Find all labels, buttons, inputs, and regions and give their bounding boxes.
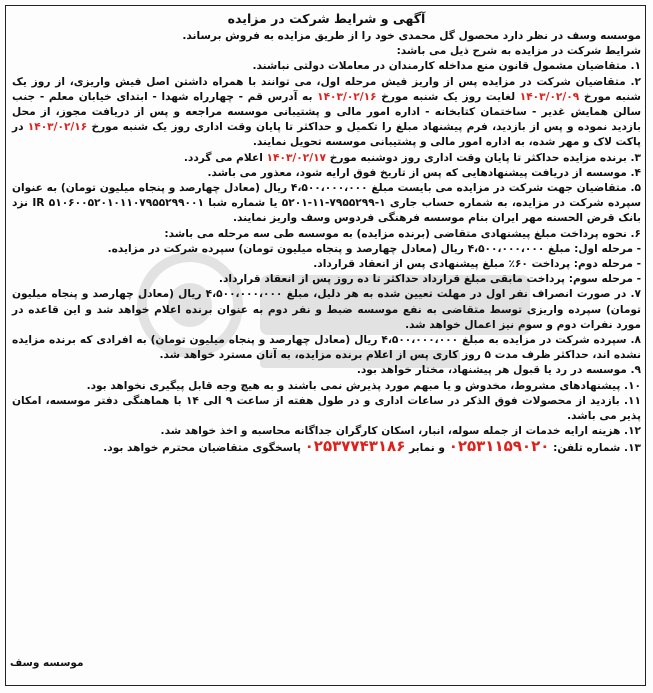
term-13 [12,439,641,456]
fax-number: ۰۲۵۳۷۷۴۳۱۸۶ [304,437,406,456]
phone-number: ۰۲۵۳۱۱۵۹۰۲۰ [448,437,550,456]
term-3-text-b: اعلام می گردد. [183,151,263,164]
stage-bullet: - [636,258,641,271]
term-13-text-b: و نمابر [409,442,445,455]
term-3 [12,151,641,166]
term-9: ۹. موسسه در رد یا قبول هر پیشنهاد، مختار خواهد بود. [356,364,641,377]
term-2-text-d: در پاکت لاک و مهر شده، به اداره امور مالی و پشتیبانی موسسه تحویل نمایند. [12,121,641,149]
signature: موسسه وسف [10,657,84,669]
term-2-date-1: ۱۴۰۳/۰۲/۰۹ [519,90,580,103]
notice-content [12,10,641,457]
stage-bullet: - [636,273,641,286]
term-2-date-3: ۱۴۰۳/۰۲/۱۶ [27,121,88,134]
term-3-text-a: ۳. برنده مزایده حداکثر تا پایان وقت اداری روز دوشنبه مورخ [329,151,641,164]
term-2-text-c: به آدرس قم - چهارراه شهدا - ابتدای خیابان معلم - جنب سالن همایش غدیر - ساختمان کتابخانه - اداره امور مالی و پشتیبانی موسسه مراجعه و پس از دریافت مجوز، از محل بازدید نموده و پس از بازدید، فرم پیشنهاد مبلغ را تکمیل و حداکثر تا پایان وقت اداری روز یک شنبه مورخ [12,90,641,134]
term-8: ۸. سپرده شرکت در مزایده به مبلغ ۴،۵۰۰،۰۰۰،۰۰۰ ریال (معادل چهارصد و پنجاه میلیون تومان) به افرادی که برنده مزایده نشده اند، حداکثر ظرف مدت ۵ روز کاری پس از اعلام برنده مزایده، به آنان مسترد خواهد شد. [12,334,641,362]
term-3-date: ۱۴۰۳/۰۲/۱۷ [266,151,327,164]
term-10: ۱۰. پیشنهادهای مشروط، مخدوش و یا مبهم مورد پذیرش نمی باشند و به هیچ وجه قابل پیگیری نخواهد بود. [86,379,641,392]
term-11: ۱۱. بازدید از محصولات فوق الذکر در ساعات اداری و در طول هفته از ساعت ۹ الی ۱۴ با هماهنگی دفتر موسسه، امکان پذیر می باشد. [12,394,641,423]
stage-1-text: مرحله اول: مبلغ ۴،۵۰۰،۰۰۰،۰۰۰ ریال (معادل چهارصد و پنجاه میلیون تومان) سپرده شرکت در مزایده. [107,242,633,255]
notice-title: آگهی و شرایط شرکت در مزایده [227,11,426,26]
payment-stage-1 [12,242,641,257]
stage-3-text: مرحله سوم: پرداخت مابقی مبلغ قرارداد حداکثر تا ده روز پس از انعقاد قرارداد. [218,273,633,286]
term-4: ۴. موسسه از دریافت پیشنهادهایی که پس از تاریخ فوق ارایه شود، معذور می باشد. [207,166,641,179]
term-6: ۶. نحوه پرداخت مبلغ پیشنهادی متقاضی (برنده مزایده) به موسسه طی سه مرحله می باشد: [164,227,641,240]
term-2-text-a: ۲. متقاضیان شرکت در مزایده پس از واریز فیش مرحله اول، می توانند با همراه داشتن اصل فیش واریزی، از روز یک شنبه مورخ [12,75,641,103]
term-2-text-b: لغایت روز یک شنبه مورخ [381,90,516,103]
stage-bullet: - [636,242,641,255]
term-1: ۱. متقاضیان مشمول قانون منع مداخله کارمندان در معاملات دولتی نباشند. [252,60,641,73]
stage-2-text: مرحله دوم: پرداخت ۶۰٪ مبلغ پیشنهادی پس از انعقاد قرارداد. [313,258,633,271]
term-13-text-a: ۱۳. شماره تلفن: [553,442,641,455]
payment-stage-2 [12,257,641,272]
term-5: ۵. متقاضیان جهت شرکت در مزایده می بایست مبلغ ۴،۵۰۰،۰۰۰،۰۰۰ ریال (معادل چهارصد و پنجاه میلیون تومان) به عنوان سپرده شرکت در مزایده، به شماره حساب جاری ۱-۷۹۵۵۲۹۹-۱۱-۵۲۰۱ یا شماره شبا IR ۵۱۰۶۰۰۵۲۰۱۰۱۱۰۷۹۵۵۲۹۹۰۰۱ نزد بانک قرض الحسنه مهر ایران بنام موسسه فرهنگی فردوس وسف واریز نمایند. [12,182,641,225]
term-13-text-c: پاسخگوی متقاضیان محترم خواهد بود. [103,442,301,455]
term-2 [12,75,641,151]
term-7: ۷. در صورت انصراف نفر اول در مهلت تعیین شده به هر دلیل، مبلغ ۴،۵۰۰،۰۰۰،۰۰۰ ریال (معادل چهارصد و پنجاه میلیون تومان) سپرده واریزی توسط متقاضی به نفع موسسه ضبط و نفر دوم به عنوان برنده اعلام خواهد شد و این قاعده در مورد نفرات دوم و سوم نیز اعمال خواهد شد. [12,288,641,331]
payment-stage-3 [12,272,641,287]
term-2-date-2: ۱۴۰۳/۰۲/۱۶ [317,90,377,103]
term-12: ۱۲. هزینه ارایه خدمات از جمله سوله، انبار، اسکان کارگران جداگانه محاسبه و اخذ خواهد شد. [160,425,641,438]
terms-heading: شرایط شرکت در مزایده به شرح ذیل می باشد: [396,45,641,58]
intro-text: موسسه وسف در نظر دارد محصول گل محمدی خود را از طریق مزایده به فروش برساند. [182,30,641,42]
